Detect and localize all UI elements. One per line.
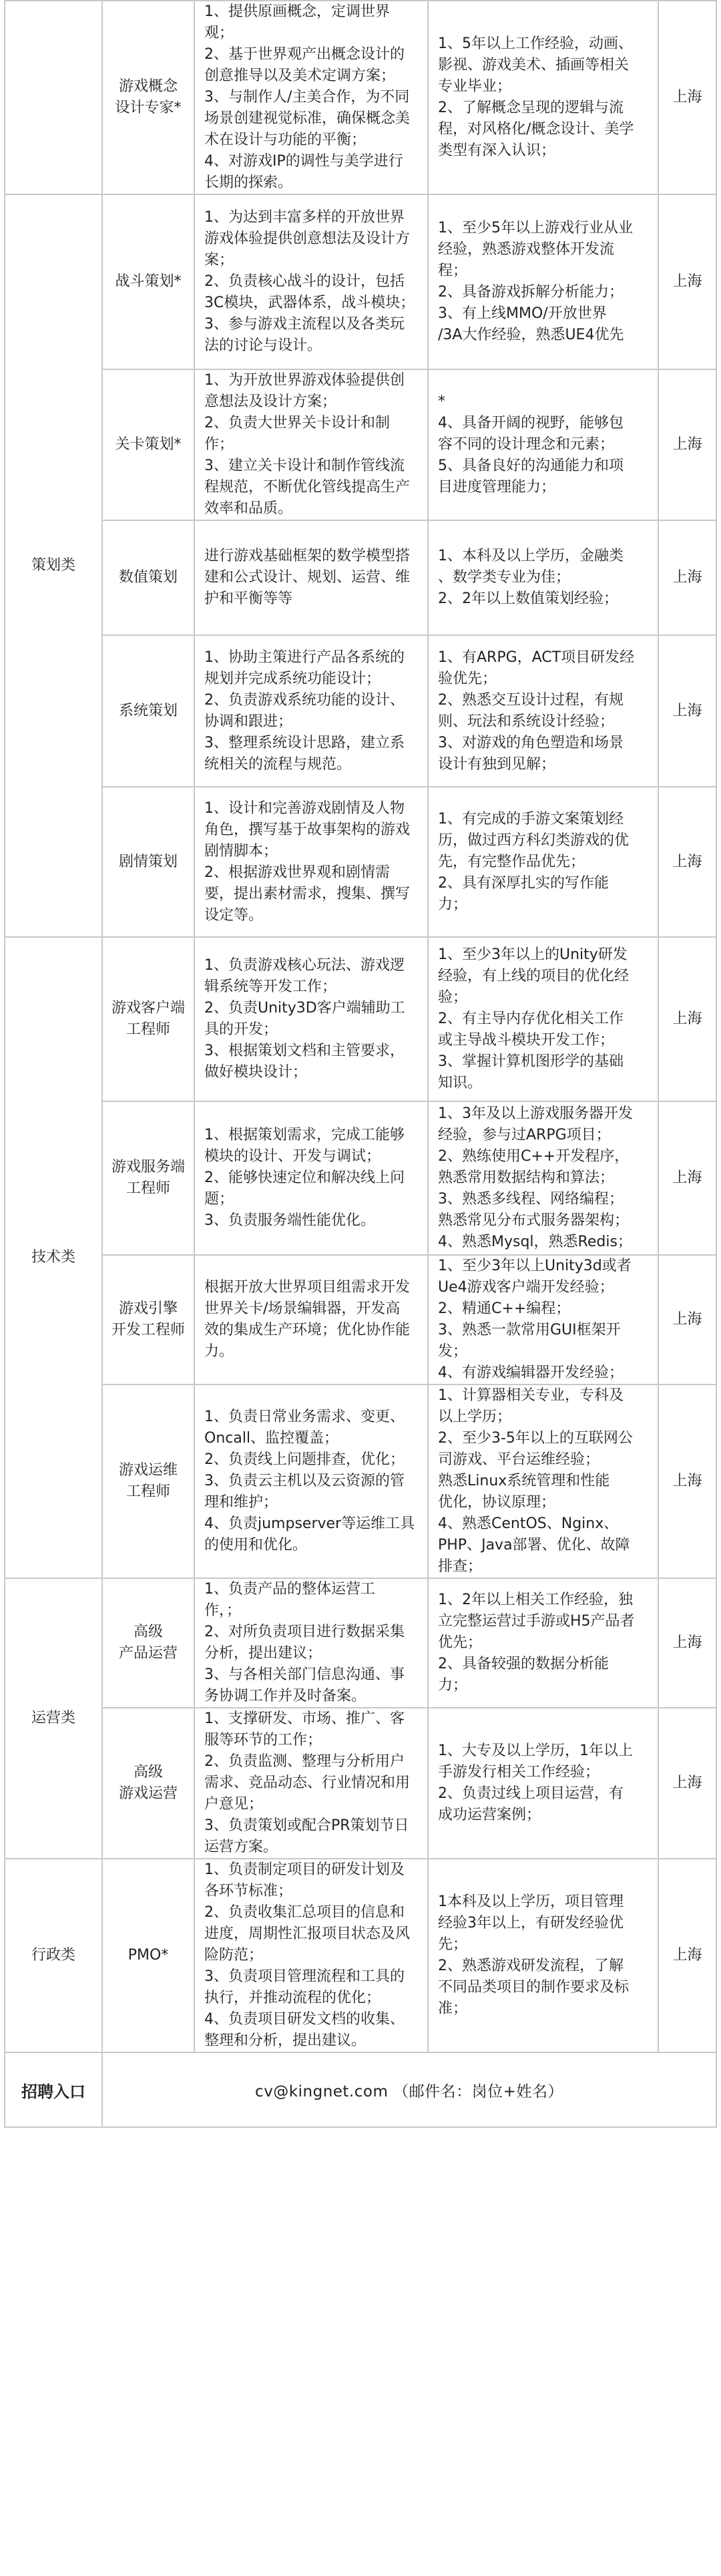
position-title-line: 设计专家* bbox=[115, 100, 182, 116]
duty-line: 2、负责大世界关卡设计和制 bbox=[204, 415, 390, 431]
category-cell bbox=[5, 194, 102, 937]
duty-line: 术在设计与功能的平衡； bbox=[204, 132, 367, 148]
requirement-cell bbox=[428, 787, 658, 937]
duty-line: 4、对游戏IP的调性与美学进行 bbox=[204, 153, 403, 170]
duty-line: 的使用和优化。 bbox=[204, 1537, 308, 1553]
position-title-line: 关卡策划* bbox=[115, 436, 182, 453]
requirement-line: 设计有独到见解； bbox=[438, 755, 556, 773]
requirement-line: 2、具有深厚扎实的写作能 bbox=[438, 874, 609, 892]
position-title-line: 游戏服务端 bbox=[111, 1159, 185, 1175]
position-title-cell bbox=[102, 520, 194, 635]
job-row bbox=[5, 369, 716, 520]
duty-line: 根据开放大世界项目组需求开发 bbox=[204, 1279, 411, 1296]
location-text: 上海 bbox=[672, 853, 702, 870]
duty-line: 角色，撰写基于故事架构的游戏 bbox=[204, 821, 411, 838]
requirement-cell bbox=[428, 1708, 658, 1859]
requirement-line: 1、计算器相关专业，专科及 bbox=[438, 1387, 624, 1404]
requirement-line: Ue4游戏客户端开发经验； bbox=[438, 1279, 614, 1296]
duty-line: 具的开发； bbox=[204, 1021, 278, 1038]
requirement-cell bbox=[428, 194, 658, 369]
requirement-line: 2、具备游戏拆解分析能力； bbox=[438, 284, 624, 301]
duty-line: 效率和品质。 bbox=[204, 500, 293, 517]
duty-line: 2、负责线上问题排查，优化； bbox=[204, 1451, 405, 1468]
duty-line: 险防范； bbox=[204, 1947, 264, 1964]
duty-line: 剧情脚本； bbox=[204, 842, 278, 860]
duty-line: 要，提出素材需求，搜集、撰写 bbox=[204, 885, 411, 902]
duty-line: 护和平衡等等 bbox=[204, 590, 293, 607]
duty-line: 1、为开放世界游戏体验提供创 bbox=[204, 372, 405, 389]
requirement-line: 容不同的设计理念和元素； bbox=[438, 436, 615, 453]
duty-line: 服等环节的工作； bbox=[204, 1732, 322, 1749]
duty-line: 法的讨论与设计。 bbox=[204, 337, 322, 354]
location-text: 上海 bbox=[672, 1634, 702, 1651]
position-title-line: 工程师 bbox=[126, 1483, 170, 1500]
position-title-line: 战斗策划* bbox=[115, 273, 182, 290]
job-table-body bbox=[5, 1, 716, 2127]
duty-line: Oncall、监控覆盖； bbox=[204, 1430, 339, 1447]
position-title-cell bbox=[102, 1859, 194, 2052]
duty-line: 案； bbox=[204, 252, 234, 268]
duty-line: 理和维护； bbox=[204, 1494, 278, 1511]
requirement-line: 排查； bbox=[438, 1558, 483, 1575]
requirement-line: PHP、Java部署、优化、故障 bbox=[438, 1537, 630, 1553]
duty-line: 2、基于世界观产出概念设计的 bbox=[204, 46, 405, 63]
job-row bbox=[5, 1, 716, 194]
recruitment-entry-label-cell bbox=[5, 2052, 102, 2127]
duty-line: 3、建立关卡设计和制作管线流 bbox=[204, 457, 405, 474]
location-cell bbox=[658, 1859, 716, 2052]
position-title-line: 游戏运维 bbox=[118, 1462, 178, 1479]
requirement-line: 专业毕业； bbox=[438, 78, 512, 95]
requirement-line: 司游戏、平台运维经验； bbox=[438, 1451, 600, 1468]
requirement-line: 以上学历； bbox=[438, 1409, 512, 1425]
duty-line: 进度，周期性汇报项目状态及风 bbox=[204, 1925, 411, 1942]
recruitment-contact-email[interactable]: cv@kingnet.com （邮件名：岗位+姓名） bbox=[255, 2082, 563, 2100]
job-row bbox=[5, 1859, 716, 2052]
requirement-line: 先，有完整作品优先； bbox=[438, 853, 585, 870]
duty-line: 1、负责产品的整体运营工 bbox=[204, 1581, 375, 1598]
location-cell bbox=[658, 1, 716, 194]
duty-line: 长期的探索。 bbox=[204, 174, 293, 191]
recruitment-contact-cell bbox=[102, 2052, 716, 2127]
position-title-line: 工程师 bbox=[126, 1021, 170, 1038]
requirement-line: 5、具备良好的沟通能力和项 bbox=[438, 457, 624, 474]
requirement-cell bbox=[428, 937, 658, 1101]
duty-line: 做好模块设计； bbox=[204, 1064, 308, 1081]
duty-line: 2、负责游戏系统功能的设计、 bbox=[204, 691, 405, 709]
job-row bbox=[5, 937, 716, 1101]
position-title-line: PMO* bbox=[128, 1947, 169, 1964]
position-title-line: 数值策划 bbox=[118, 569, 178, 586]
requirement-line: 2、熟练使用C++开发程序， bbox=[438, 1148, 630, 1165]
duty-line: 作，； bbox=[204, 1602, 242, 1619]
requirement-cell bbox=[428, 1385, 658, 1578]
duty-line: 各环节标准； bbox=[204, 1883, 293, 1899]
requirement-line: 1、有完成的手游文案策划经 bbox=[438, 810, 624, 827]
location-cell bbox=[658, 635, 716, 787]
job-row bbox=[5, 1578, 716, 1708]
requirement-line: * bbox=[438, 393, 445, 410]
duty-cell bbox=[194, 1578, 428, 1708]
location-cell bbox=[658, 520, 716, 635]
location-cell bbox=[658, 1255, 716, 1385]
duty-cell bbox=[194, 1859, 428, 2052]
requirement-line: 2、了解概念呈现的逻辑与流 bbox=[438, 100, 624, 116]
duty-line: 2、负责收集汇总项目的信息和 bbox=[204, 1904, 405, 1921]
duty-line: 统相关的流程与规范。 bbox=[204, 755, 352, 773]
requirement-line: 验； bbox=[438, 989, 468, 1006]
position-title-cell bbox=[102, 1, 194, 194]
requirement-line: 3、对游戏的角色塑造和场景 bbox=[438, 734, 624, 751]
position-title-line: 游戏概念 bbox=[118, 78, 178, 95]
duty-line: 3C模块，武器体系，战斗模块； bbox=[204, 295, 415, 311]
duty-line: 2、根据游戏世界观和剧情需 bbox=[204, 864, 390, 881]
category-name: 运营类 bbox=[31, 1710, 75, 1726]
position-title-cell bbox=[102, 1708, 194, 1859]
duty-line: 运营方案。 bbox=[204, 1839, 278, 1855]
position-title-line: 游戏引擎 bbox=[118, 1300, 178, 1317]
duty-line: 4、负责jumpserver等运维工具 bbox=[204, 1515, 415, 1532]
requirement-line: 力； bbox=[438, 896, 468, 913]
category-name: 行政类 bbox=[31, 1947, 75, 1964]
requirement-line: 2、精通C++编程； bbox=[438, 1300, 571, 1317]
requirement-line: 不同品类项目的制作要求及标 bbox=[438, 1979, 630, 1996]
duty-line: 2、负责Unity3D客户端辅助工 bbox=[204, 1000, 405, 1017]
duty-line: 1、负责日常业务需求、变更、 bbox=[204, 1409, 405, 1425]
duty-line: 3、负责策划或配合PR策划节日 bbox=[204, 1817, 409, 1834]
job-row bbox=[5, 194, 716, 369]
location-text: 上海 bbox=[672, 1473, 702, 1489]
duty-line: 辑系统等开发工作； bbox=[204, 978, 337, 995]
duty-line: 作； bbox=[204, 436, 234, 453]
requirement-cell bbox=[428, 1, 658, 194]
duty-cell bbox=[194, 937, 428, 1101]
duty-cell bbox=[194, 1101, 428, 1255]
requirement-cell bbox=[428, 1255, 658, 1385]
position-title-line: 游戏客户端 bbox=[111, 1000, 185, 1017]
duty-cell bbox=[194, 787, 428, 937]
duty-line: 1、支撑研发、市场、推广、客 bbox=[204, 1710, 405, 1727]
requirement-line: 程； bbox=[438, 262, 468, 279]
duty-line: 3、与各相关部门信息沟通、事 bbox=[204, 1666, 405, 1683]
location-text: 上海 bbox=[672, 1010, 702, 1027]
requirement-cell bbox=[428, 635, 658, 787]
requirement-line: 经验3年以上，有研发经验优 bbox=[438, 1915, 624, 1931]
duty-line: 创意推导以及美术定调方案； bbox=[204, 67, 396, 84]
job-row bbox=[5, 635, 716, 787]
requirement-line: 力； bbox=[438, 1677, 468, 1694]
position-title-cell bbox=[102, 1255, 194, 1385]
requirement-line: 4、熟悉CentOS、Nginx、 bbox=[438, 1515, 619, 1532]
requirement-line: 发； bbox=[438, 1343, 468, 1360]
duty-cell bbox=[194, 1255, 428, 1385]
requirement-line: 2、熟悉交互设计过程，有规 bbox=[438, 691, 624, 709]
location-text: 上海 bbox=[672, 436, 702, 453]
duty-line: 2、能够快速定位和解决线上问 bbox=[204, 1169, 405, 1186]
requirement-line: 2、2年以上数值策划经验； bbox=[438, 590, 618, 607]
duty-line: 效的集成生产环境；优化协作能 bbox=[204, 1322, 411, 1338]
requirement-line: 则、玩法和系统设计经验； bbox=[438, 713, 615, 730]
location-text: 上海 bbox=[672, 1311, 702, 1328]
duty-line: 1、提供原画概念，定调世界 bbox=[204, 3, 390, 20]
requirement-line: 1、2年以上相关工作经验，独 bbox=[438, 1592, 633, 1608]
duty-cell bbox=[194, 369, 428, 520]
position-title-cell bbox=[102, 1101, 194, 1255]
duty-line: 整理和分析，提出建议。 bbox=[204, 2032, 367, 2049]
requirement-line: 手游发行相关工作经验； bbox=[438, 1764, 600, 1781]
duty-line: 户意见； bbox=[204, 1796, 264, 1813]
requirement-line: 1、本科及以上学历，金融类 bbox=[438, 548, 624, 564]
position-title-line: 工程师 bbox=[126, 1180, 170, 1197]
category-cell bbox=[5, 1578, 102, 1859]
position-title-cell bbox=[102, 1578, 194, 1708]
requirement-line: 经验，有上线的项目的优化经 bbox=[438, 968, 630, 984]
duty-line: 3、根据策划文档和主管要求， bbox=[204, 1043, 405, 1059]
position-title-line: 高级 bbox=[133, 1764, 163, 1781]
requirement-line: 1、5年以上工作经验，动画、 bbox=[438, 35, 633, 52]
requirement-line: 立完整运营过手游或H5产品者 bbox=[438, 1613, 635, 1630]
location-cell bbox=[658, 937, 716, 1101]
duty-cell bbox=[194, 635, 428, 787]
location-text: 上海 bbox=[672, 702, 702, 719]
requirement-line: 3、有上线MMO/开放世界 bbox=[438, 305, 607, 322]
recruitment-footer-row bbox=[5, 2052, 716, 2127]
requirement-line: 经验，参与过ARPG项目； bbox=[438, 1127, 611, 1143]
duty-line: 设定等。 bbox=[204, 906, 264, 924]
recruitment-entry-label: 招聘入口 bbox=[21, 2082, 85, 2101]
duty-line: 规划并完成系统功能设计； bbox=[204, 670, 381, 687]
requirement-line: 2、至少3-5年以上的互联网公 bbox=[438, 1430, 633, 1447]
job-row bbox=[5, 1385, 716, 1578]
position-title-line: 游戏运营 bbox=[118, 1785, 178, 1802]
requirement-line: 熟悉Linux系统管理和性能 bbox=[438, 1473, 610, 1489]
job-row bbox=[5, 1255, 716, 1385]
position-title-line: 系统策划 bbox=[118, 702, 178, 719]
requirement-line: 经验，熟悉游戏整体开发流 bbox=[438, 241, 615, 258]
position-title-cell bbox=[102, 369, 194, 520]
duty-line: 需求、竞品动态、行业情况和用 bbox=[204, 1775, 411, 1791]
duty-line: 题； bbox=[204, 1191, 234, 1208]
category-name: 技术类 bbox=[31, 1249, 75, 1266]
requirement-line: 1、大专及以上学历，1年以上 bbox=[438, 1742, 633, 1759]
location-cell bbox=[658, 1385, 716, 1578]
duty-line: 程规范，不断优化管线提高生产 bbox=[204, 479, 411, 496]
duty-line: 1、为达到丰富多样的开放世界 bbox=[204, 209, 405, 226]
position-title-cell bbox=[102, 1385, 194, 1578]
duty-cell bbox=[194, 1385, 428, 1578]
location-cell bbox=[658, 787, 716, 937]
duty-line: 场景创建视觉标准，确保概念美 bbox=[204, 110, 411, 127]
requirement-line: 3、掌握计算机图形学的基础 bbox=[438, 1053, 624, 1070]
duty-line: 务协调工作并及时备案。 bbox=[204, 1688, 367, 1704]
duty-line: 模块的设计、开发与调试； bbox=[204, 1148, 381, 1165]
position-title-cell bbox=[102, 787, 194, 937]
requirement-line: 验优先； bbox=[438, 670, 497, 687]
duty-line: 观； bbox=[204, 25, 234, 41]
job-row bbox=[5, 1101, 716, 1255]
requirement-cell bbox=[428, 369, 658, 520]
requirement-line: 优化，协议原理； bbox=[438, 1494, 556, 1511]
duty-line: 进行游戏基础框架的数学模型搭 bbox=[204, 548, 411, 564]
duty-line: 2、负责核心战斗的设计，包括 bbox=[204, 273, 405, 290]
duty-line: 建和公式设计、规划、运营、维 bbox=[204, 569, 411, 586]
job-row bbox=[5, 1708, 716, 1859]
requirement-line: 成功运营案例； bbox=[438, 1807, 541, 1823]
location-text: 上海 bbox=[672, 89, 702, 106]
duty-cell bbox=[194, 194, 428, 369]
requirement-line: 类型有深入认识； bbox=[438, 142, 556, 159]
requirement-line: 2、负责过线上项目运营，有 bbox=[438, 1785, 624, 1802]
requirement-line: /3A大作经验，熟悉UE4优先 bbox=[438, 327, 624, 343]
duty-cell bbox=[194, 1, 428, 194]
location-cell bbox=[658, 1578, 716, 1708]
requirement-line: 、数学类专业为佳； bbox=[438, 569, 571, 586]
location-text: 上海 bbox=[672, 1947, 702, 1964]
requirement-cell bbox=[428, 1859, 658, 2052]
requirement-line: 熟悉常见分布式服务器架构； bbox=[438, 1212, 630, 1229]
duty-line: 协调和跟进； bbox=[204, 713, 293, 730]
requirement-cell bbox=[428, 1578, 658, 1708]
position-title-line: 开发工程师 bbox=[111, 1322, 185, 1338]
duty-line: 2、对所负责项目进行数据采集 bbox=[204, 1624, 405, 1640]
requirement-line: 或主导战斗模块开发工作； bbox=[438, 1032, 615, 1049]
requirement-line: 知识。 bbox=[438, 1075, 483, 1091]
requirement-line: 1、至少5年以上游戏行业从业 bbox=[438, 220, 633, 236]
requirement-line: 程，对风格化/概念设计、美学 bbox=[438, 121, 634, 138]
position-title-line: 产品运营 bbox=[118, 1645, 178, 1662]
location-text: 上海 bbox=[672, 569, 702, 586]
duty-line: 1、设计和完善游戏剧情及人物 bbox=[204, 799, 405, 817]
location-text: 上海 bbox=[672, 1775, 702, 1791]
position-title-cell bbox=[102, 937, 194, 1101]
location-text: 上海 bbox=[672, 1169, 702, 1186]
requirement-line: 优先； bbox=[438, 1634, 483, 1651]
requirement-line: 2、有主导内存优化相关工作 bbox=[438, 1010, 624, 1027]
duty-line: 3、参与游戏主流程以及各类玩 bbox=[204, 316, 405, 333]
position-title-cell bbox=[102, 635, 194, 787]
duty-line: 2、负责监测、整理与分析用户 bbox=[204, 1753, 405, 1770]
location-cell bbox=[658, 369, 716, 520]
requirement-line: 1、至少3年以上的Unity研发 bbox=[438, 946, 628, 963]
duty-line: 3、负责云主机以及云资源的管 bbox=[204, 1473, 405, 1489]
duty-line: 4、负责项目研发文档的收集、 bbox=[204, 2011, 405, 2028]
category-name: 策划类 bbox=[31, 557, 75, 574]
job-table bbox=[4, 0, 717, 2128]
position-title-cell bbox=[102, 194, 194, 369]
requirement-line: 熟悉常用数据结构和算法； bbox=[438, 1169, 615, 1186]
duty-line: 意想法及设计方案； bbox=[204, 393, 337, 410]
requirement-line: 准； bbox=[438, 2000, 468, 2017]
requirement-line: 历，做过西方科幻类游戏的优 bbox=[438, 832, 630, 849]
requirement-line: 1、至少3年以上Unity3d或者 bbox=[438, 1258, 632, 1274]
duty-line: 世界关卡/场景编辑器，开发高 bbox=[204, 1300, 401, 1317]
duty-line: 分析，提出建议； bbox=[204, 1645, 322, 1662]
duty-cell bbox=[194, 1708, 428, 1859]
job-row bbox=[5, 520, 716, 635]
requirement-line: 1、3年及以上游戏服务器开发 bbox=[438, 1105, 633, 1122]
duty-line: 1、负责制定项目的研发计划及 bbox=[204, 1861, 405, 1878]
requirement-line: 影视、游戏美术、插画等相关 bbox=[438, 57, 630, 73]
duty-line: 3、与制作人/主美合作，为不同 bbox=[204, 89, 410, 106]
requirement-line: 1本科及以上学历，项目管理 bbox=[438, 1893, 624, 1910]
duty-line: 力。 bbox=[204, 1343, 234, 1360]
category-cell bbox=[5, 1859, 102, 2052]
category-cell bbox=[5, 937, 102, 1578]
requirement-line: 1、有ARPG，ACT项目研发经 bbox=[438, 649, 635, 666]
category-cell bbox=[5, 1, 102, 194]
location-cell bbox=[658, 1708, 716, 1859]
duty-cell bbox=[194, 520, 428, 635]
requirement-line: 3、熟悉多线程、网络编程； bbox=[438, 1191, 624, 1208]
duty-line: 执行，并推动流程的优化； bbox=[204, 1990, 381, 2006]
duty-line: 1、负责游戏核心玩法、游戏逻 bbox=[204, 957, 405, 974]
duty-line: 3、负责服务端性能优化。 bbox=[204, 1212, 375, 1229]
requirement-cell bbox=[428, 520, 658, 635]
position-title-line: 高级 bbox=[133, 1624, 163, 1640]
requirement-cell bbox=[428, 1101, 658, 1255]
requirement-line: 目进度管理能力； bbox=[438, 479, 556, 496]
duty-line: 游戏体验提供创意想法及设计方 bbox=[204, 230, 411, 247]
location-cell bbox=[658, 1101, 716, 1255]
requirement-line: 先； bbox=[438, 1936, 468, 1953]
job-row bbox=[5, 787, 716, 937]
requirement-line: 4、熟悉Mysql，熟悉Redis； bbox=[438, 1234, 632, 1250]
duty-line: 3、整理系统设计思路，建立系 bbox=[204, 734, 405, 751]
duty-line: 3、负责项目管理流程和工具的 bbox=[204, 1968, 405, 1985]
requirement-line: 4、有游戏编辑器开发经验； bbox=[438, 1364, 624, 1381]
position-title-line: 剧情策划 bbox=[118, 853, 178, 870]
requirement-line: 2、具备较强的数据分析能 bbox=[438, 1656, 609, 1672]
location-cell bbox=[658, 194, 716, 369]
location-text: 上海 bbox=[672, 273, 702, 290]
requirement-line: 3、熟悉一款常用GUI框架开 bbox=[438, 1322, 621, 1338]
duty-line: 1、协助主策进行产品各系统的 bbox=[204, 649, 405, 666]
requirement-line: 4、具备开阔的视野，能够包 bbox=[438, 415, 624, 431]
requirement-line: 2、熟悉游戏研发流程，了解 bbox=[438, 1958, 624, 1974]
duty-line: 1、根据策划需求，完成工能够 bbox=[204, 1127, 405, 1143]
